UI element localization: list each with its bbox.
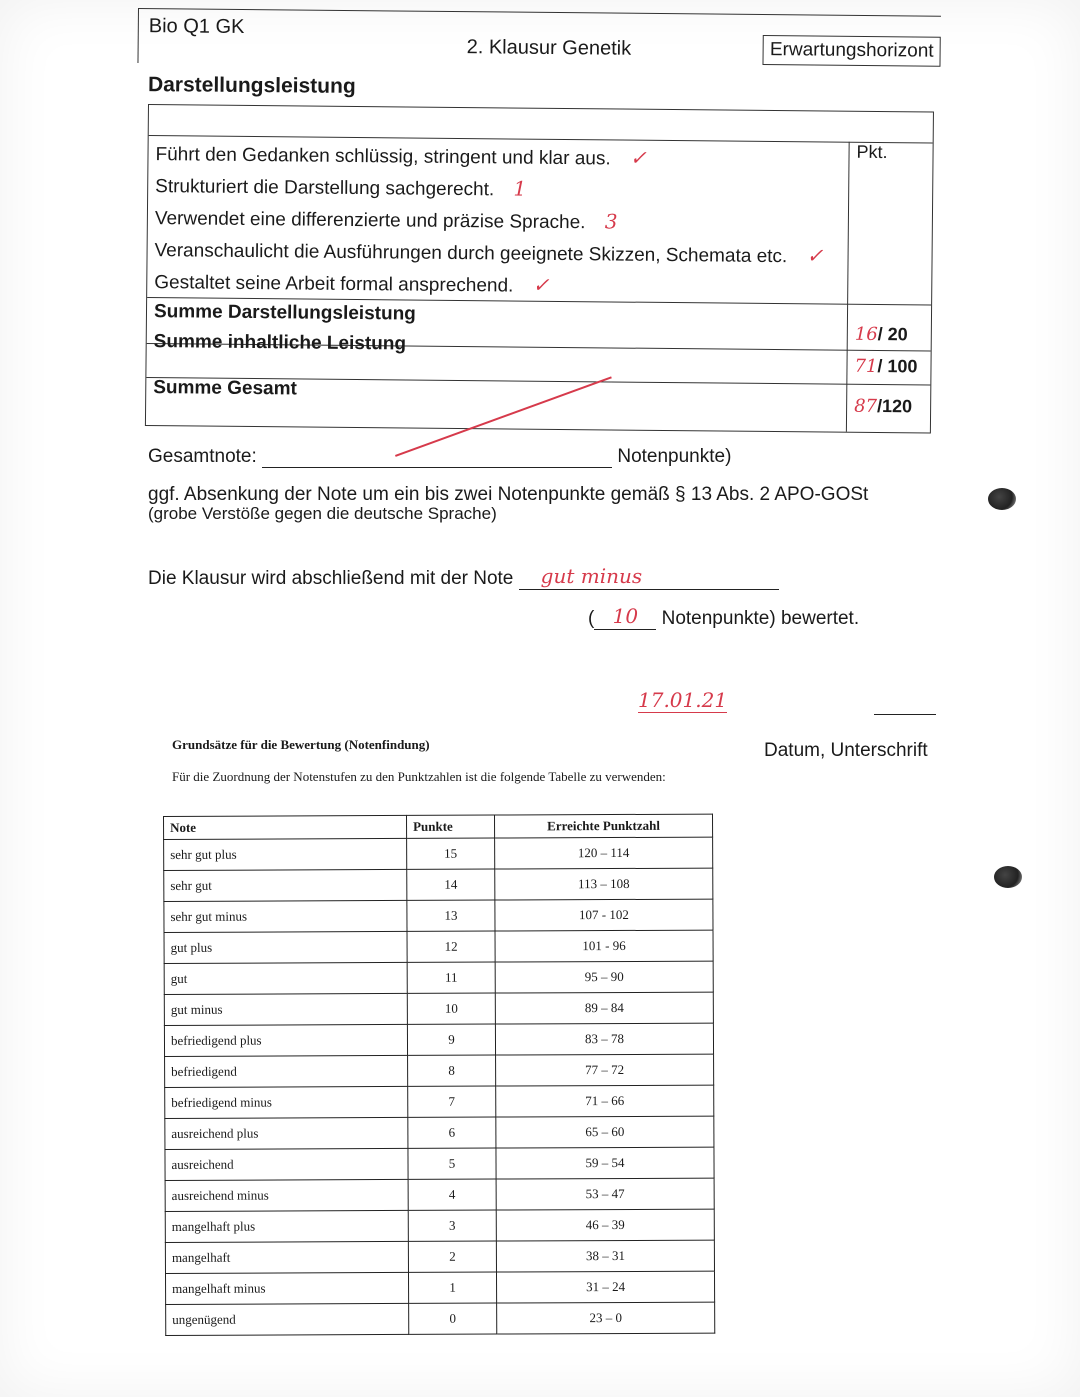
cell-punkte: 6 [408, 1117, 496, 1148]
table-row [165, 1116, 714, 1149]
cell-punkte: 12 [407, 931, 495, 962]
sum-score [855, 324, 908, 346]
grade-table [163, 814, 715, 1336]
punch-hole [994, 866, 1022, 888]
cell-note: sehr gut plus [164, 838, 407, 870]
cell-note: befriedigend minus [165, 1086, 408, 1118]
final-prefix: Die Klausur wird abschließend mit der Note [148, 568, 514, 589]
table-row [164, 961, 713, 994]
cell-punkte: 10 [407, 993, 495, 1024]
grundsaetze-title: Grundsätze für die Bewertung (Notenfindung) [172, 737, 430, 752]
cell-punktzahl: 120 – 114 [495, 837, 713, 869]
cell-punkte: 15 [407, 838, 495, 869]
table-row [165, 1085, 714, 1118]
cell-punkte: 3 [408, 1210, 496, 1241]
header-punktzahl: Erreichte Punktzahl [494, 814, 712, 838]
sum-label: Summe Gesamt [153, 377, 297, 400]
check-mark: ✓ [532, 272, 550, 297]
cell-note: ausreichend [165, 1148, 408, 1180]
score-max: /120 [876, 396, 913, 417]
table-row [165, 1240, 714, 1273]
cell-punktzahl: 83 – 78 [495, 1023, 713, 1055]
check-mark: ✓ [629, 145, 647, 170]
sum-label: Summe Darstellungsleistung [153, 301, 416, 325]
handwritten-score: 71 [854, 355, 878, 378]
handwritten-note: gut minus [540, 564, 643, 588]
points-column-divider [846, 142, 850, 432]
table-row [165, 1209, 714, 1242]
cell-note: ungenügend [166, 1303, 409, 1335]
signature-label: Datum, Unterschrift [764, 740, 928, 761]
header-note: Note [164, 815, 407, 839]
blank-line [262, 467, 612, 468]
table-header-row [164, 814, 713, 839]
final-grade-line [148, 564, 779, 590]
notenpunkte-suffix: Notenpunkte) [617, 446, 732, 467]
cell-punkte: 11 [407, 962, 495, 993]
final-suffix: Notenpunkte) bewertet. [661, 608, 860, 629]
cell-punktzahl: 113 – 108 [495, 868, 713, 900]
cell-punktzahl: 38 – 31 [496, 1240, 714, 1272]
cell-punkte: 1 [408, 1272, 496, 1303]
signature-line [874, 714, 936, 715]
criterion-text: Gestaltet seine Arbeit formal ansprechend. [154, 272, 514, 297]
erwartungshorizont-label: Erwartungshorizont [763, 35, 941, 67]
cell-note: gut plus [164, 931, 407, 963]
cell-punktzahl: 31 – 24 [496, 1271, 714, 1303]
sum-label: Summe inhaltliche Leistung [153, 331, 407, 355]
cell-punktzahl: 77 – 72 [496, 1054, 714, 1086]
cell-punktzahl: 101 - 96 [495, 930, 713, 962]
cell-note: mangelhaft plus [165, 1210, 408, 1242]
table-row [164, 868, 713, 901]
table-row [164, 899, 713, 932]
final-points-blank [594, 604, 656, 630]
punch-hole [988, 488, 1016, 510]
criterion-row [155, 141, 646, 171]
table-row [165, 1147, 714, 1180]
check-mark: ✓ [806, 243, 824, 268]
table-row [165, 1054, 714, 1087]
cell-note: befriedigend plus [164, 1024, 407, 1056]
table-row [164, 1023, 713, 1056]
table-row [164, 837, 713, 870]
table-row [164, 930, 713, 963]
handwritten-points: 10 [612, 604, 639, 628]
document-header [137, 8, 940, 71]
cell-punkte: 5 [408, 1148, 496, 1179]
criterion-row [154, 269, 549, 298]
gesamtnote-label: Gesamtnote: [148, 446, 257, 467]
cell-note: sehr gut [164, 869, 407, 901]
exam-title: 2. Klausur Genetik [466, 36, 632, 60]
cell-punkte: 14 [407, 869, 495, 900]
cell-punktzahl: 46 – 39 [496, 1209, 714, 1241]
criterion-text: Veranschaulicht die Ausführungen durch geeignete Skizzen, Schemata etc. [154, 240, 788, 268]
score-max: / 100 [877, 356, 918, 377]
header-punkte: Punkte [406, 815, 494, 838]
final-note-blank [519, 564, 779, 590]
absenkung-note: (grobe Verstöße gegen die deutsche Sprache) [148, 504, 497, 523]
cell-punktzahl: 53 – 47 [496, 1178, 714, 1210]
absenkung-line: ggf. Absenkung der Note um ein bis zwei Notenpunkte gemäß § 13 Abs. 2 APO-GOSt [148, 484, 869, 505]
handwritten-date: 17.01.21 [638, 688, 728, 712]
cell-punkte: 7 [408, 1086, 496, 1117]
sum-score [854, 396, 912, 418]
cell-punktzahl: 59 – 54 [496, 1147, 714, 1179]
cell-note: gut minus [164, 993, 407, 1025]
cell-note: mangelhaft [165, 1241, 408, 1273]
cell-punktzahl: 89 – 84 [495, 992, 713, 1024]
cell-punktzahl: 65 – 60 [496, 1116, 714, 1148]
subject-label: Bio Q1 GK [148, 15, 245, 39]
criterion-row [155, 173, 526, 202]
cell-punkte: 13 [407, 900, 495, 931]
cell-punkte: 4 [408, 1179, 496, 1210]
assessment-table [145, 104, 934, 434]
table-row [165, 1271, 714, 1304]
criterion-text: Verwendet eine differenzierte und präzise Sprache. [154, 208, 586, 234]
criterion-text: Strukturiert die Darstellung sachgerecht. [155, 176, 495, 201]
cell-punkte: 2 [408, 1241, 496, 1272]
cell-punktzahl: 107 - 102 [495, 899, 713, 931]
score-max: / 20 [877, 324, 908, 345]
check-mark: 1 [513, 176, 527, 201]
criterion-row [154, 237, 823, 268]
cell-punkte: 8 [408, 1055, 496, 1086]
gesamtnote-line [148, 446, 731, 468]
cell-note: gut [164, 962, 407, 994]
grundsaetze-text: Für die Zuordnung der Notenstufen zu den Punktzahlen ist die folgende Tabelle zu verwenden: [172, 769, 666, 784]
cell-punktzahl: 23 – 0 [497, 1302, 715, 1334]
cell-note: sehr gut minus [164, 900, 407, 932]
cell-punktzahl: 95 – 90 [495, 961, 713, 993]
criterion-text: Führt den Gedanken schlüssig, stringent und klar aus. [155, 144, 611, 170]
table-row [166, 1302, 715, 1335]
section-title: Darstellungsleistung [147, 73, 356, 98]
final-points-line: ( 10 Notenpunkte) bewertet. [588, 604, 860, 629]
cell-note: ausreichend minus [165, 1179, 408, 1211]
table-row [164, 992, 713, 1025]
cell-punkte: 9 [407, 1024, 495, 1055]
handwritten-score: 87 [854, 395, 878, 418]
cell-punktzahl: 71 – 66 [496, 1085, 714, 1117]
cell-note: befriedigend [165, 1055, 408, 1087]
criterion-row [155, 205, 618, 234]
table-row [165, 1178, 714, 1211]
sum-score [854, 356, 917, 378]
check-mark: 3 [604, 209, 618, 234]
cell-punkte: 0 [409, 1303, 497, 1334]
cell-note: mangelhaft minus [165, 1272, 408, 1304]
cell-note: ausreichend plus [165, 1117, 408, 1149]
handwritten-score: 16 [854, 323, 878, 346]
points-header: Pkt. [856, 141, 888, 163]
